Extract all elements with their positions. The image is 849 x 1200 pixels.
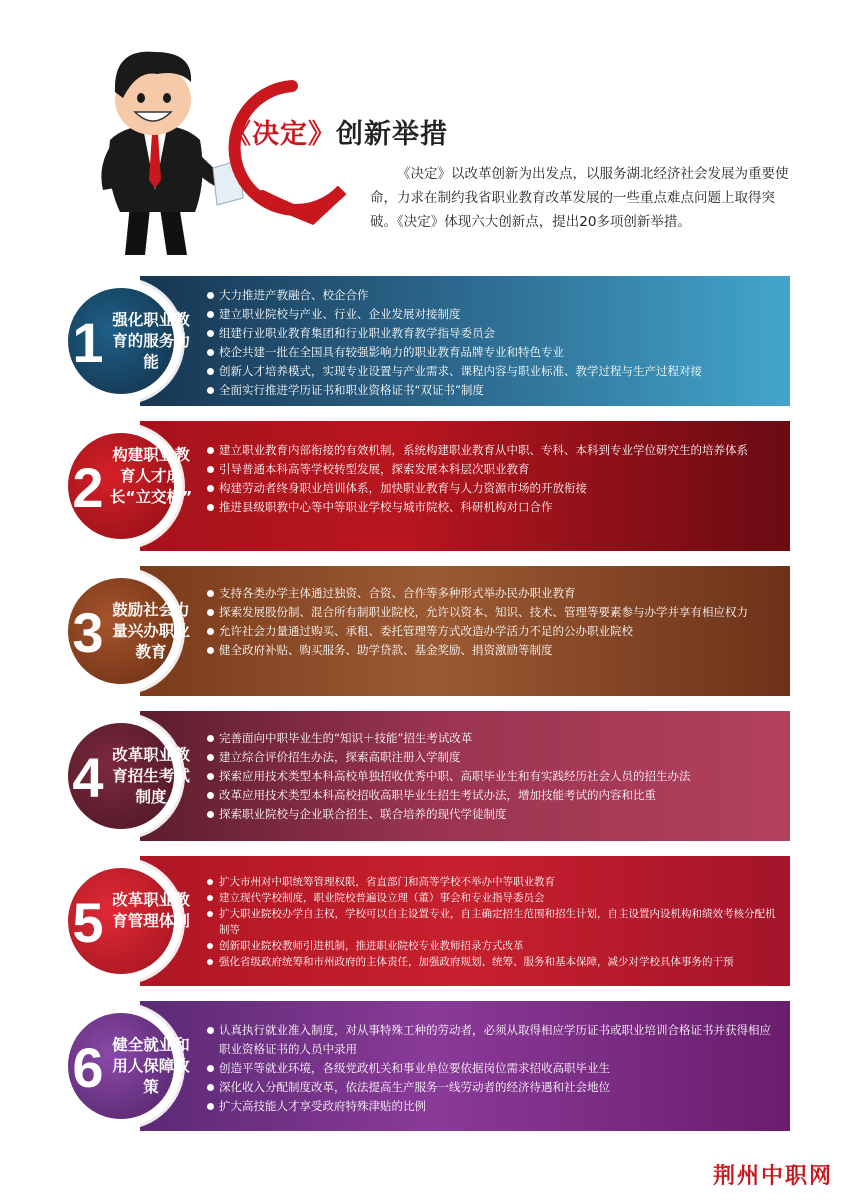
measure-section-4 [60, 711, 790, 841]
list-item: 创新人才培养模式，实现专业设置与产业需求、课程内容与职业标准、教学过程与生产过程对接 [205, 362, 782, 381]
red-speech-bubble-icon [222, 78, 362, 228]
measure-list [205, 286, 782, 400]
list-item: 创造平等就业环境，各级党政机关和事业单位要依据岗位需求招收高职毕业生 [205, 1059, 782, 1078]
list-item: 强化省级政府统筹和市州政府的主体责任，加强政府规划、统筹、服务和基本保障，减少对学校具体事务的干预 [205, 954, 782, 970]
title-sub: 创新举措 [336, 119, 448, 150]
section-heading: 鼓励社会力量兴办职业教育 [112, 601, 190, 661]
section-number: 3 [72, 601, 104, 664]
list-item: 构建劳动者终身职业培训体系，加快职业教育与人力资源市场的开放衔接 [205, 479, 782, 498]
list-item: 扩大职业院校办学自主权，学校可以自主设置专业，自主确定招生范围和招生计划，自主设置内设机构和绩效考核分配机制等 [205, 906, 782, 938]
list-item: 创新职业院校教师引进机制，推进职业院校专业教师招录方式改革 [205, 938, 782, 954]
section-number: 4 [72, 746, 104, 809]
section-heading: 健全就业和用人保障政策 [112, 1036, 190, 1096]
list-item: 全面实行推进学历证书和职业资格证书“双证书”制度 [205, 381, 782, 400]
list-item: 探索发展股份制、混合所有制职业院校，允许以资本、知识、技术、管理等要素参与办学并享有相应权力 [205, 603, 782, 622]
list-item: 建立现代学校制度，职业院校普遍设立理（董）事会和专业指导委员会 [205, 890, 782, 906]
cartoon-businessman-illustration [75, 30, 245, 260]
list-item: 建立综合评价招生办法，探索高职注册入学制度 [205, 748, 782, 767]
section-badge [60, 425, 193, 547]
section-badge [60, 860, 190, 982]
section-badge [60, 715, 190, 837]
section-heading: 强化职业教育的服务功能 [112, 311, 190, 371]
section-badge [60, 1005, 190, 1127]
title-main: 《决定》 [224, 119, 336, 150]
list-item: 校企共建一批在全国具有较强影响力的职业教育品牌专业和特色专业 [205, 343, 782, 362]
site-watermark: 荆州中职网 [712, 1163, 833, 1189]
page-title [224, 112, 448, 151]
list-item: 允许社会力量通过购买、承租、委托管理等方式改造办学活力不足的公办职业院校 [205, 622, 782, 641]
list-item: 组建行业职业教育集团和行业职业教育教学指导委员会 [205, 324, 782, 343]
measure-section-2 [60, 421, 790, 551]
list-item: 扩大市州对中职统筹管理权限，省直部门和高等学校不举办中等职业教育 [205, 874, 782, 890]
measure-list [205, 1021, 782, 1116]
list-item: 推进县级职教中心等中等职业学校与城市院校、科研机构对口合作 [205, 498, 782, 517]
list-item: 健全政府补贴、购买服务、助学贷款、基金奖励、捐资激励等制度 [205, 641, 782, 660]
measure-list [205, 729, 782, 824]
measure-list [205, 874, 782, 970]
list-item: 改革应用技术类型本科高校招收高职毕业生招生考试办法，增加技能考试的内容和比重 [205, 786, 782, 805]
list-item: 大力推进产教融合、校企合作 [205, 286, 782, 305]
section-number: 5 [72, 891, 104, 954]
section-heading: 改革职业教育管理体制 [112, 891, 190, 930]
list-item: 引导普通本科高等学校转型发展，探索发展本科层次职业教育 [205, 460, 782, 479]
section-badge [60, 570, 190, 692]
section-heading: 改革职业教育招生考试制度 [112, 746, 190, 806]
list-item: 认真执行就业准入制度，对从事特殊工种的劳动者，必须从取得相应学历证书或职业培训合格证书并获得相应职业资格证书的人员中录用 [205, 1021, 782, 1059]
intro-paragraph: 《决定》以改革创新为出发点，以服务湖北经济社会发展为重要使命，力求在制约我省职业教育改革发展的一些重点难点问题上取得突破。《决定》体现六大创新点，提出20多项创新举措。 [370, 166, 789, 230]
section-number: 1 [72, 311, 104, 374]
measure-list [205, 584, 782, 660]
list-item: 建立职业教育内部衔接的有效机制，系统构建职业教育从中职、专科、本科到专业学位研究生的培养体系 [205, 441, 782, 460]
list-item: 深化收入分配制度改革，依法提高生产服务一线劳动者的经济待遇和社会地位 [205, 1078, 782, 1097]
section-heading: 构建职业教育人才成长“立交桥” [109, 446, 193, 506]
list-item: 探索应用技术类型本科高校单独招收优秀中职、高职毕业生和有实践经历社会人员的招生办法 [205, 767, 782, 786]
list-item: 支持各类办学主体通过独资、合资、合作等多种形式举办民办职业教育 [205, 584, 782, 603]
list-item: 扩大高技能人才享受政府特殊津贴的比例 [205, 1097, 782, 1116]
section-badge [60, 280, 190, 402]
measure-section-6 [60, 1001, 790, 1131]
list-item: 建立职业院校与产业、行业、企业发展对接制度 [205, 305, 782, 324]
section-number: 2 [72, 456, 104, 519]
measure-section-3 [60, 566, 790, 696]
section-number: 6 [72, 1036, 104, 1099]
measure-section-5 [60, 856, 790, 986]
list-item: 探索职业院校与企业联合招生、联合培养的现代学徒制度 [205, 805, 782, 824]
measure-list [205, 441, 782, 517]
measure-section-1 [60, 276, 790, 406]
list-item: 完善面向中职毕业生的“知识＋技能”招生考试改革 [205, 729, 782, 748]
